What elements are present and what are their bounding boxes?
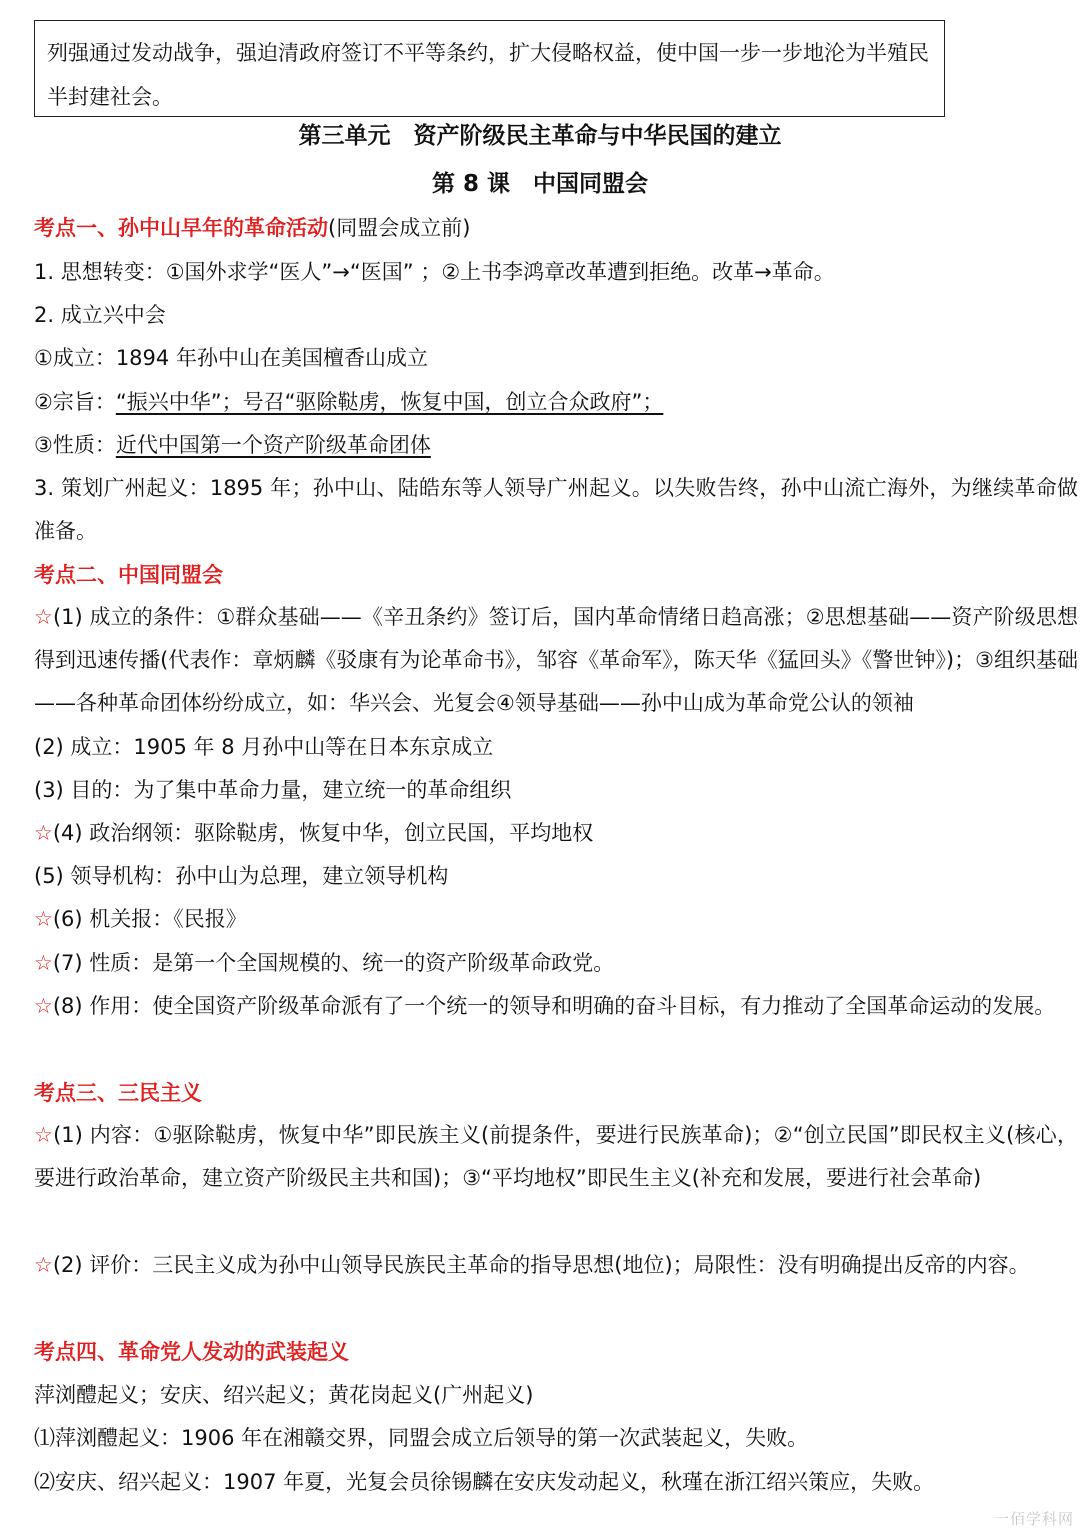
star-icon: ☆ xyxy=(34,907,53,931)
star-icon: ☆ xyxy=(34,1123,54,1147)
point2-item7 xyxy=(34,947,1074,979)
point2-item3: (3) 目的：为了集中革命力量，建立统一的革命组织 xyxy=(34,778,512,802)
point2-item1-text: (1) 成立的条件：①群众基础——《辛丑条约》签订后，国内革命情绪日趋高涨；②思想基础——资产阶级思想得到迅速传播(代表作：章炳麟《驳康有为论革命书》，邹容《革命军》，陈天华《猛回头》《警世钟》)；③组织基础——各种革命团体纷纷成立，如：华兴会、光复会④领导基础——孙中山成为革命党公认的领袖 xyxy=(34,605,1079,715)
point4-item2: ⑵安庆、绍兴起义：1907 年夏，光复会员徐锡麟在安庆发动起义，秋瑾在浙江绍兴策应，失败。 xyxy=(34,1470,935,1494)
point2-item6 xyxy=(34,903,1074,935)
point1-heading: 考点一、孙中山早年的革命活动 xyxy=(34,216,328,240)
star-icon: ☆ xyxy=(34,1253,53,1277)
point4-heading: 考点四、革命党人发动的武装起义 xyxy=(34,1340,349,1364)
point3-item1 xyxy=(34,1114,1078,1200)
point1-item2b-label: ②宗旨： xyxy=(34,390,116,414)
point3-item2-text: (2) 评价：三民主义成为孙中山领导民族民主革命的指导思想(地位)；局限性：没有明确提出反帝的内容。 xyxy=(52,1253,1030,1277)
point2-heading: 考点二、中国同盟会 xyxy=(34,563,223,587)
point4-item1: ⑴萍浏醴起义：1906 年在湘赣交界，同盟会成立后领导的第一次武装起义，失败。 xyxy=(34,1426,809,1450)
point2-item8-text: (8) 作用：使全国资产阶级革命派有了一个统一的领导和明确的奋斗目标，有力推动了全国革命运动的发展。 xyxy=(52,994,1056,1018)
point4-summary: 萍浏醴起义；安庆、绍兴起义；黄花岗起义(广州起义) xyxy=(34,1383,534,1407)
point1-item2c-value: 近代中国第一个资产阶级革命团体 xyxy=(115,433,431,457)
unit-title: 第三单元 资产阶级民主革命与中华民国的建立 xyxy=(298,123,782,149)
point1-item3: 3. 策划广州起义：1895 年；孙中山、陆皓东等人领导广州起义。以失败告终，孙中山流亡海外，为继续革命做准备。 xyxy=(34,476,1078,543)
point3-item1-text: (1) 内容：①驱除鞑虏，恢复中华”即民族主义(前提条件，要进行民族革命)；②“创立民国”即民权主义(核心，要进行政治革命，建立资产阶级民主共和国)；③“平均地权”即民生主义(补充和发展，要进行社会革命) xyxy=(34,1123,1079,1190)
point1-note: (同盟会成立前) xyxy=(328,216,471,240)
point1-item2a: ①成立：1894 年孙中山在美国檀香山成立 xyxy=(34,346,428,370)
point2-item4-text: (4) 政治纲领：驱除鞑虏，恢复中华，创立民国，平均地权 xyxy=(52,821,594,845)
star-icon: ☆ xyxy=(34,994,53,1018)
point1-item2c xyxy=(34,429,1074,461)
point2-item1 xyxy=(34,596,1078,725)
star-icon: ☆ xyxy=(34,951,53,975)
point1-item2b-value: “振兴中华”；号召“驱除鞑虏，恢复中国，创立合众政府”； xyxy=(115,390,664,414)
point2-item7-text: (7) 性质：是第一个全国规模的、统一的资产阶级革命政党。 xyxy=(52,951,615,975)
point1-heading-line xyxy=(34,212,1074,244)
point2-item8 xyxy=(34,985,1078,1028)
star-icon: ☆ xyxy=(34,605,53,629)
point1-item2c-label: ③性质： xyxy=(34,433,116,457)
point2-item2: (2) 成立：1905 年 8 月孙中山等在日本东京成立 xyxy=(34,735,494,759)
watermark: 一佰学科网 xyxy=(993,1510,1074,1528)
star-icon: ☆ xyxy=(34,821,53,845)
point2-item5: (5) 领导机构：孙中山为总理，建立领导机构 xyxy=(34,864,449,888)
point2-item6-text: (6) 机关报：《民报》 xyxy=(52,907,247,931)
point3-heading: 考点三、三民主义 xyxy=(34,1081,202,1105)
point1-item1: 1. 思想转变：①国外求学“医人”→“医国” ；②上书李鸿章改革遭到拒绝。改革→革命。 xyxy=(34,260,835,284)
intro-text: 列强通过发动战争，强迫清政府签订不平等条约，扩大侵略权益，使中国一步一步地沦为半殖民半封建社会。 xyxy=(47,41,929,109)
lesson-title: 第 8 课 中国同盟会 xyxy=(431,171,649,197)
point2-item4 xyxy=(34,817,1074,849)
point3-item2 xyxy=(34,1244,1078,1287)
point1-item2b xyxy=(34,386,1074,418)
point1-item2: 2. 成立兴中会 xyxy=(34,303,166,327)
intro-text-box xyxy=(34,20,945,117)
